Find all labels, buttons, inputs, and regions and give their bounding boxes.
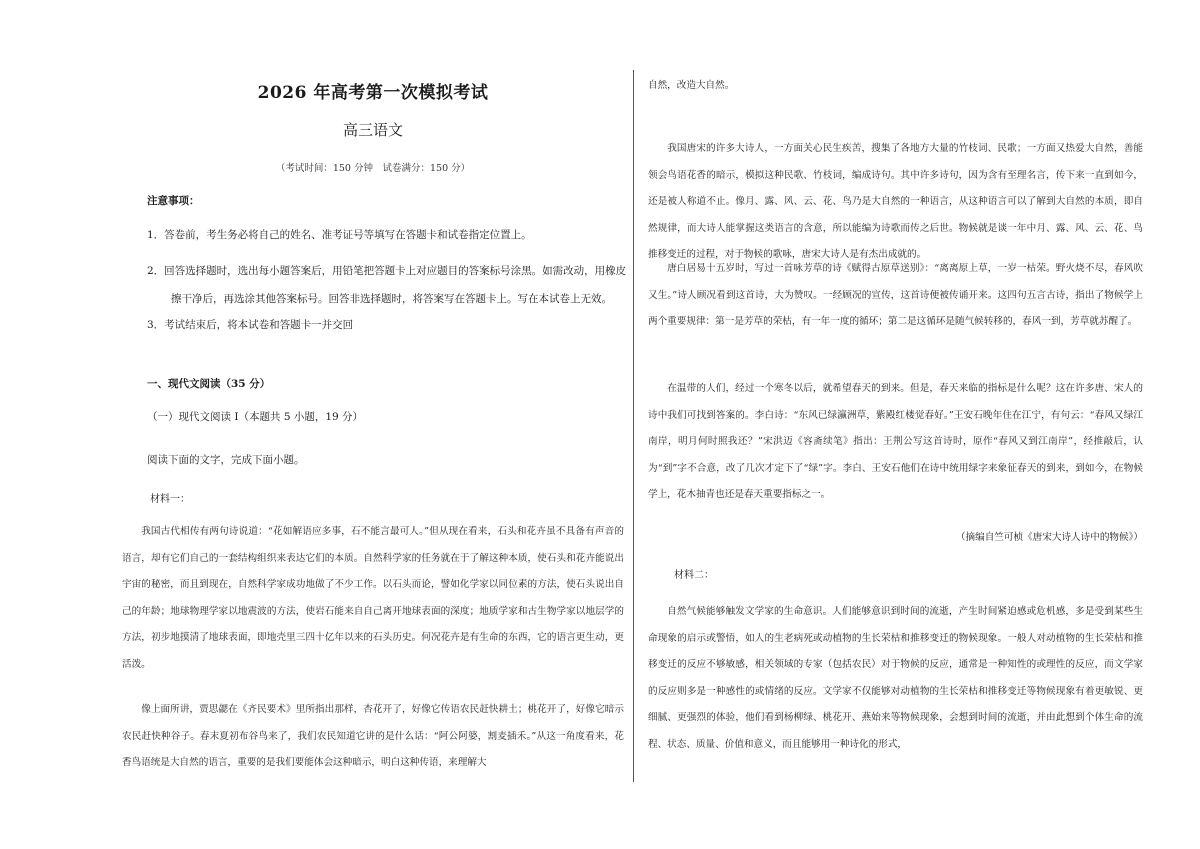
body-paragraph: 在温带的人们，经过一个寒冬以后，就希望春天的到来。但是，春天来临的指标是什么呢？这在许多唐、宋人的诗中我们可找到答案的。李白诗：“东风已绿瀛洲草，紫殿红楼觉春好。”王安石晚年住在江宁，有句云：“春风又绿江南岸，明月何时照我还？”宋洪迈《容斋续笔》指出：王荆公写这首诗时，原作“春风又到江南岸”，经推敲后，认为“到”字不合意，改了几次才定下了“绿”字。李白、王安石他们在诗中统用绿字来象征春天的到来，到如今，在物候学上，花木抽青也还是春天重要指标之一。 <box>648 383 1143 500</box>
body-paragraph: 自然气候能够触发文学家的生命意识。人们能够意识到时间的流逝，产生时间紧迫感或危机感，多是受到某些生命现象的启示或警悟，如人的生老病死或动植物的生长荣枯和推移变迁的物候现象。一般人对动植物的生长荣枯和推移变迁的反应不够敏感，相关领域的专家（包括农民）对于物候的反应，通常是一种知性的或理性的反应，而文学家的反应则多是一种感性的或情绪的反应。文学家不仅能够对动植物的生长荣枯和推移变迁等物候现象有着更敏锐、更细腻、更强烈的体验，他们看到杨柳绿、桃花开、燕始来等物候现象，会想到时间的流逝，并由此想到个体生命的流程、状态、质量、价值和意义，而且能够用一种诗化的形式， <box>648 606 1143 750</box>
body-paragraph: 我国古代相传有两句诗说道：“花如解语应多事，石不能言最可人。”但从现在看来，石头和花卉虽不具备有声音的语言，却有它们自己的一套结构组织来表达它们的本质。自然科学家的任务就在于了解这种本质，使石头和花卉能说出宇宙的秘密，而且到现在，自然科学家成功地做了不少工作。以石头而论，譬如化学家以同位素的方法，使石头说出自己的年龄；地球物理学家以地震波的方法，使岩石能来自自己离开地球表面的深度；地质学家和古生物学家以地层学的方法，初步地摸清了地球表面，即地壳里三四十亿年以来的石头历史。何况花卉是有生命的东西，它的语言更生动，更活泼。 <box>122 526 624 670</box>
material-one-label: 材料一： <box>150 494 190 505</box>
exam-title: 2026 年高考第一次模拟考试 <box>257 83 489 103</box>
section-title: 一、现代文阅读（35 分） <box>147 378 271 390</box>
notice-item: 1．答卷前，考生务必将自己的姓名、准考证号等填写在答题卡和试卷指定位置上。 <box>147 229 532 241</box>
body-paragraph: 唐白居易十五岁时，写过一首咏芳草的诗《赋得古原草送别》：“离离原上草，一岁一枯荣。野火烧不尽，春风吹又生。”诗人顾况看到这首诗，大为赞叹。一经顾况的宣传，这首诗便被传诵开来。这四句五言古诗，指出了物候学上两个重要规律：第一是芳草的荣枯，有一年一度的循环；第二是这循环是随气候转移的，春风一到，芳草就苏醒了。 <box>648 263 1143 327</box>
sub-title: （一）现代文阅读 I（本题共 5 小题，19 分） <box>147 411 364 423</box>
column-divider <box>633 70 634 782</box>
notice-item: 3．考试结束后，将本试卷和答题卡一并交回 <box>147 319 354 331</box>
exam-meta: （考试时间：150 分钟 试卷满分：150 分） <box>275 163 471 174</box>
body-paragraph: 我国唐宋的许多大诗人，一方面关心民生疾苦，搜集了各地方大量的竹枝词、民歌；一方面又热爱大自然，善能领会鸟语花香的暗示，模拟这种民歌、竹枝词，编成诗句。其中许多诗句，因为含有至理名言，传下来一直到如今，还是被人称道不止。像月、露、风、云、花、鸟乃是大自然的一种语言，从这种语言可以了解到大自然的本质，即自然规律，而大诗人能掌握这类语言的含意，所以能编为诗歌而传之后世。物候就是谈一年中月、露、风、云、花、鸟推移变迁的过程，对于物候的歌咏，唐宋大诗人是有杰出成就的。 <box>648 143 1143 260</box>
body-paragraph: 像上面所讲，贾思勰在《齐民要术》里所指出那样，杏花开了，好像它传语农民赶快耕土；桃花开了，好像它暗示农民赶快种谷子。春末夏初布谷鸟来了，我们农民知道它讲的是什么话：“阿公阿婆，割麦插禾。”从这一角度看来，花香鸟语统是大自然的语言，重要的是我们要能体会这种暗示，明白这种传语，来理解大 <box>122 704 624 768</box>
material-two-label: 材料二： <box>674 570 714 581</box>
reading-instruction: 阅读下面的文字，完成下面小题。 <box>147 454 305 466</box>
notice-title: 注意事项： <box>147 195 200 207</box>
notice-item: 2．回答选择题时，选出每小题答案后，用铅笔把答题卡上对应题目的答案标号涂黑。如需改动，用橡皮擦干净后，再选涂其他答案标号。回答非选择题时，将答案写在答题卡上。写在本试卷上无效。 <box>147 265 627 305</box>
exam-subject: 高三语文 <box>342 121 403 139</box>
source-note: （摘编自竺可桢《唐宋大诗人诗中的物候》） <box>955 532 1143 543</box>
body-paragraph: 自然，改造大自然。 <box>648 80 735 91</box>
